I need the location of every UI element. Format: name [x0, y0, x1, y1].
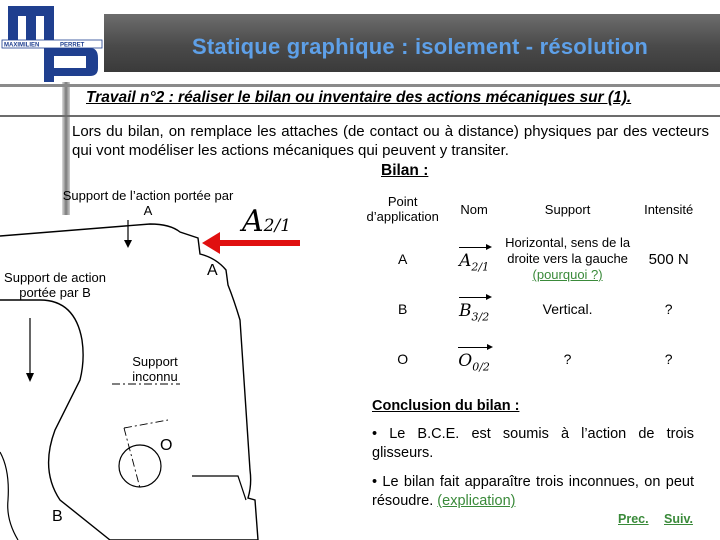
point-o-label: O	[160, 437, 173, 454]
cell-point: A	[398, 251, 408, 267]
prev-link[interactable]: Prec.	[618, 512, 649, 526]
cell-name: $O_{0/2}$	[445, 334, 502, 384]
cell-point: O	[397, 351, 409, 367]
cell-intensity: ?	[664, 301, 673, 317]
cell-name: $B_{3/2}$	[445, 284, 502, 334]
cell-support: Horizontal, sens de la droite vers la gauche (pourquoi ?)	[505, 235, 631, 282]
conclusion-bullet-2: • Le bilan fait apparaître trois inconnues, on peut résoudre. (explication)	[372, 474, 694, 509]
conclusion-heading: Conclusion du bilan :	[372, 398, 520, 414]
vector-label-a21: A2/1	[242, 204, 292, 239]
next-link[interactable]: Suiv.	[664, 512, 693, 526]
cell-point: B	[398, 301, 408, 317]
logo-text-left: MAXIMILIEN	[4, 42, 40, 49]
table-row	[360, 334, 705, 384]
explication-link[interactable]: (explication)	[437, 493, 516, 509]
cell-support: ?	[563, 351, 572, 367]
table-row	[360, 284, 705, 334]
table-row	[360, 234, 705, 284]
header-support: Support	[544, 201, 591, 217]
intro-paragraph: Lors du bilan, on remplace les attaches (de contact ou à distance) physiques par des vecteurs qui vont modéliser les actions mécaniques qui peuvent y transiter.	[72, 123, 709, 159]
pourquoi-link[interactable]: (pourquoi ?)	[532, 267, 603, 282]
divider	[0, 84, 720, 87]
vector-arrowhead-red	[202, 232, 220, 254]
label-support-unknown: Support inconnu	[132, 354, 178, 384]
conclusion-bullet-1: • Le B.C.E. est soumis à l’action de trois glisseurs.	[372, 426, 694, 461]
bilan-table	[360, 184, 705, 384]
header-intensite: Intensité	[644, 201, 694, 217]
cell-intensity: ?	[664, 351, 673, 367]
subtitle: Travail n°2 : réaliser le bilan ou inventaire des actions mécaniques sur (1).	[86, 89, 632, 106]
divider	[0, 115, 720, 117]
header-nom: Nom	[460, 201, 488, 217]
cell-support: Vertical.	[542, 301, 593, 317]
table-header-row	[360, 184, 705, 234]
page-title: Statique graphique : isolement - résolution	[192, 34, 648, 59]
header-point: Point d’application	[366, 194, 439, 224]
point-a-label: A	[207, 262, 218, 279]
label-support-b: Support de action portée par B	[4, 270, 106, 300]
label-support-a: Support de l’action portée par A	[62, 188, 234, 218]
logo-text-right: PERRET	[60, 42, 85, 49]
bilan-heading: Bilan :	[381, 162, 429, 179]
cell-intensity: 500 N	[648, 250, 689, 268]
cell-name: $A_{2/1}$	[445, 234, 502, 284]
maximilien-perret-logo	[0, 0, 104, 82]
point-b-label: B	[52, 508, 63, 525]
